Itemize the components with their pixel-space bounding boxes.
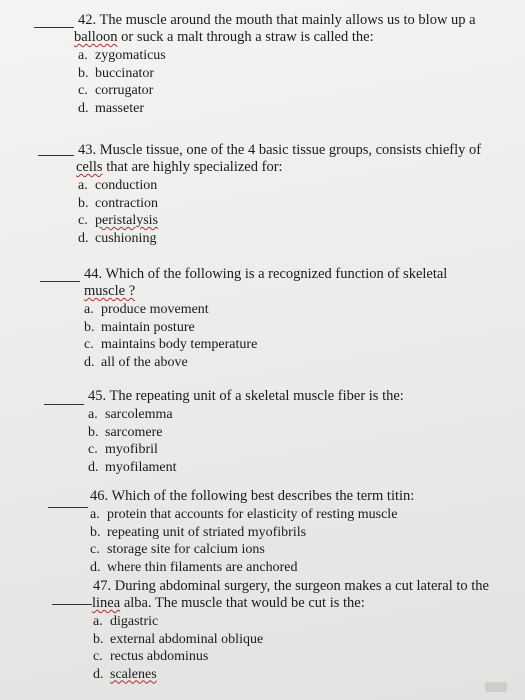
answer-blank-47[interactable] bbox=[52, 604, 92, 605]
option-item[interactable] bbox=[93, 666, 525, 684]
option-letter: a. bbox=[78, 178, 88, 193]
option-letter: c. bbox=[84, 337, 94, 352]
option-item[interactable] bbox=[88, 459, 525, 477]
option-text: masseter bbox=[95, 100, 144, 116]
answer-blank-45[interactable] bbox=[44, 404, 84, 405]
option-item[interactable] bbox=[78, 82, 525, 100]
option-letter: d. bbox=[90, 559, 101, 575]
option-letter: c. bbox=[90, 542, 100, 557]
option-text: storage site for calcium ions bbox=[107, 542, 265, 557]
option-text: contraction bbox=[95, 195, 158, 211]
option-letter: b. bbox=[78, 195, 89, 211]
stem-line: 44. Which of the following is a recognized function of skeletal bbox=[84, 266, 448, 282]
option-item[interactable] bbox=[93, 631, 525, 649]
option-letter: d. bbox=[84, 354, 95, 370]
option-item[interactable] bbox=[90, 506, 525, 524]
question-42 bbox=[74, 12, 525, 117]
option-letter: d. bbox=[78, 100, 89, 116]
stem-line: muscle ? bbox=[84, 283, 136, 299]
option-list bbox=[93, 613, 525, 683]
option-text: myofilament bbox=[105, 459, 177, 475]
option-letter: a. bbox=[78, 48, 88, 63]
option-text: rectus abdominus bbox=[110, 649, 209, 664]
option-letter: b. bbox=[84, 319, 95, 335]
option-letter: d. bbox=[93, 666, 104, 682]
corner-smudge bbox=[485, 682, 507, 692]
option-letter: b. bbox=[93, 631, 104, 647]
question-45 bbox=[88, 388, 525, 476]
option-letter: d. bbox=[88, 459, 99, 475]
option-text: produce movement bbox=[101, 302, 209, 317]
stem-line: 43. Muscle tissue, one of the 4 basic tissue groups, consists chiefly of bbox=[78, 142, 482, 158]
option-text: all of the above bbox=[101, 354, 188, 370]
option-list bbox=[90, 506, 525, 576]
option-list bbox=[88, 406, 525, 476]
option-text: maintain posture bbox=[101, 319, 195, 335]
option-item[interactable] bbox=[78, 47, 525, 65]
question-stem bbox=[74, 12, 525, 46]
option-item[interactable] bbox=[84, 301, 525, 319]
option-text: cushioning bbox=[95, 230, 157, 246]
option-letter: c. bbox=[78, 83, 88, 98]
option-letter: a. bbox=[88, 407, 98, 422]
option-list bbox=[78, 47, 525, 117]
option-item[interactable] bbox=[88, 406, 525, 424]
option-item[interactable] bbox=[78, 212, 525, 230]
option-letter: b. bbox=[90, 524, 101, 540]
option-letter: a. bbox=[93, 614, 103, 629]
option-letter: b. bbox=[78, 65, 89, 81]
option-text: zygomaticus bbox=[95, 48, 166, 63]
option-item[interactable] bbox=[90, 541, 525, 559]
option-list bbox=[78, 177, 525, 247]
stem-line: 47. During abdominal surgery, the surgeon makes a cut lateral to the bbox=[93, 578, 489, 594]
option-text: corrugator bbox=[95, 83, 154, 98]
option-item[interactable] bbox=[93, 613, 525, 631]
option-text: maintains body temperature bbox=[101, 337, 258, 352]
option-text: sarcolemma bbox=[105, 407, 173, 422]
question-stem bbox=[90, 488, 525, 505]
stem-line: balloon or suck a malt through a straw is called the: bbox=[74, 29, 374, 45]
answer-blank-43[interactable] bbox=[38, 155, 74, 156]
stem-line: cells that are highly specialized for: bbox=[76, 159, 283, 175]
option-item[interactable] bbox=[88, 424, 525, 442]
option-text: external abdominal oblique bbox=[110, 631, 264, 647]
option-text: buccinator bbox=[95, 65, 155, 81]
option-item[interactable] bbox=[93, 648, 525, 666]
option-item[interactable] bbox=[90, 524, 525, 542]
answer-blank-42[interactable] bbox=[34, 27, 74, 28]
option-text: protein that accounts for elasticity of resting muscle bbox=[107, 507, 398, 522]
option-text: myofibril bbox=[105, 442, 158, 457]
question-stem bbox=[93, 578, 525, 612]
option-letter: a. bbox=[84, 302, 94, 317]
question-47 bbox=[93, 578, 525, 683]
option-text: sarcomere bbox=[105, 424, 163, 440]
answer-blank-44[interactable] bbox=[40, 281, 80, 282]
option-item[interactable] bbox=[78, 195, 525, 213]
stem-line: 46. Which of the following best describes the term titin: bbox=[90, 488, 415, 504]
option-text: scalenes bbox=[110, 666, 157, 682]
question-44 bbox=[84, 266, 525, 371]
stem-line: balloon bbox=[74, 29, 118, 45]
option-letter: c. bbox=[78, 213, 88, 228]
option-item[interactable] bbox=[84, 354, 525, 372]
stem-line: 45. The repeating unit of a skeletal muscle fiber is the: bbox=[88, 388, 404, 404]
option-item[interactable] bbox=[78, 230, 525, 248]
question-43 bbox=[78, 142, 525, 247]
option-letter: b. bbox=[88, 424, 99, 440]
option-text: repeating unit of striated myofibrils bbox=[107, 524, 307, 540]
option-text: where thin filaments are anchored bbox=[107, 559, 298, 575]
stem-line: linea bbox=[92, 595, 121, 611]
option-text: conduction bbox=[95, 178, 158, 193]
option-item[interactable] bbox=[78, 65, 525, 83]
option-letter: c. bbox=[93, 649, 103, 664]
stem-line: cells bbox=[76, 159, 103, 175]
option-text: digastric bbox=[110, 614, 159, 629]
question-stem bbox=[84, 266, 525, 300]
option-text: peristalysis bbox=[95, 213, 158, 228]
question-stem bbox=[78, 142, 525, 176]
option-item[interactable] bbox=[84, 319, 525, 337]
option-item[interactable] bbox=[78, 100, 525, 118]
option-item[interactable] bbox=[78, 177, 525, 195]
option-letter: d. bbox=[78, 230, 89, 246]
option-item[interactable] bbox=[88, 441, 525, 459]
option-list bbox=[84, 301, 525, 371]
option-item[interactable] bbox=[84, 336, 525, 354]
question-46 bbox=[90, 488, 525, 576]
stem-line: 42. The muscle around the mouth that mainly allows us to blow up a bbox=[78, 12, 476, 28]
stem-line: linea alba. The muscle that would be cut is the: bbox=[92, 595, 365, 611]
option-letter: c. bbox=[88, 442, 98, 457]
option-item[interactable] bbox=[90, 559, 525, 577]
answer-blank-46[interactable] bbox=[48, 507, 88, 508]
option-letter: a. bbox=[90, 507, 100, 522]
question-stem bbox=[88, 388, 525, 405]
